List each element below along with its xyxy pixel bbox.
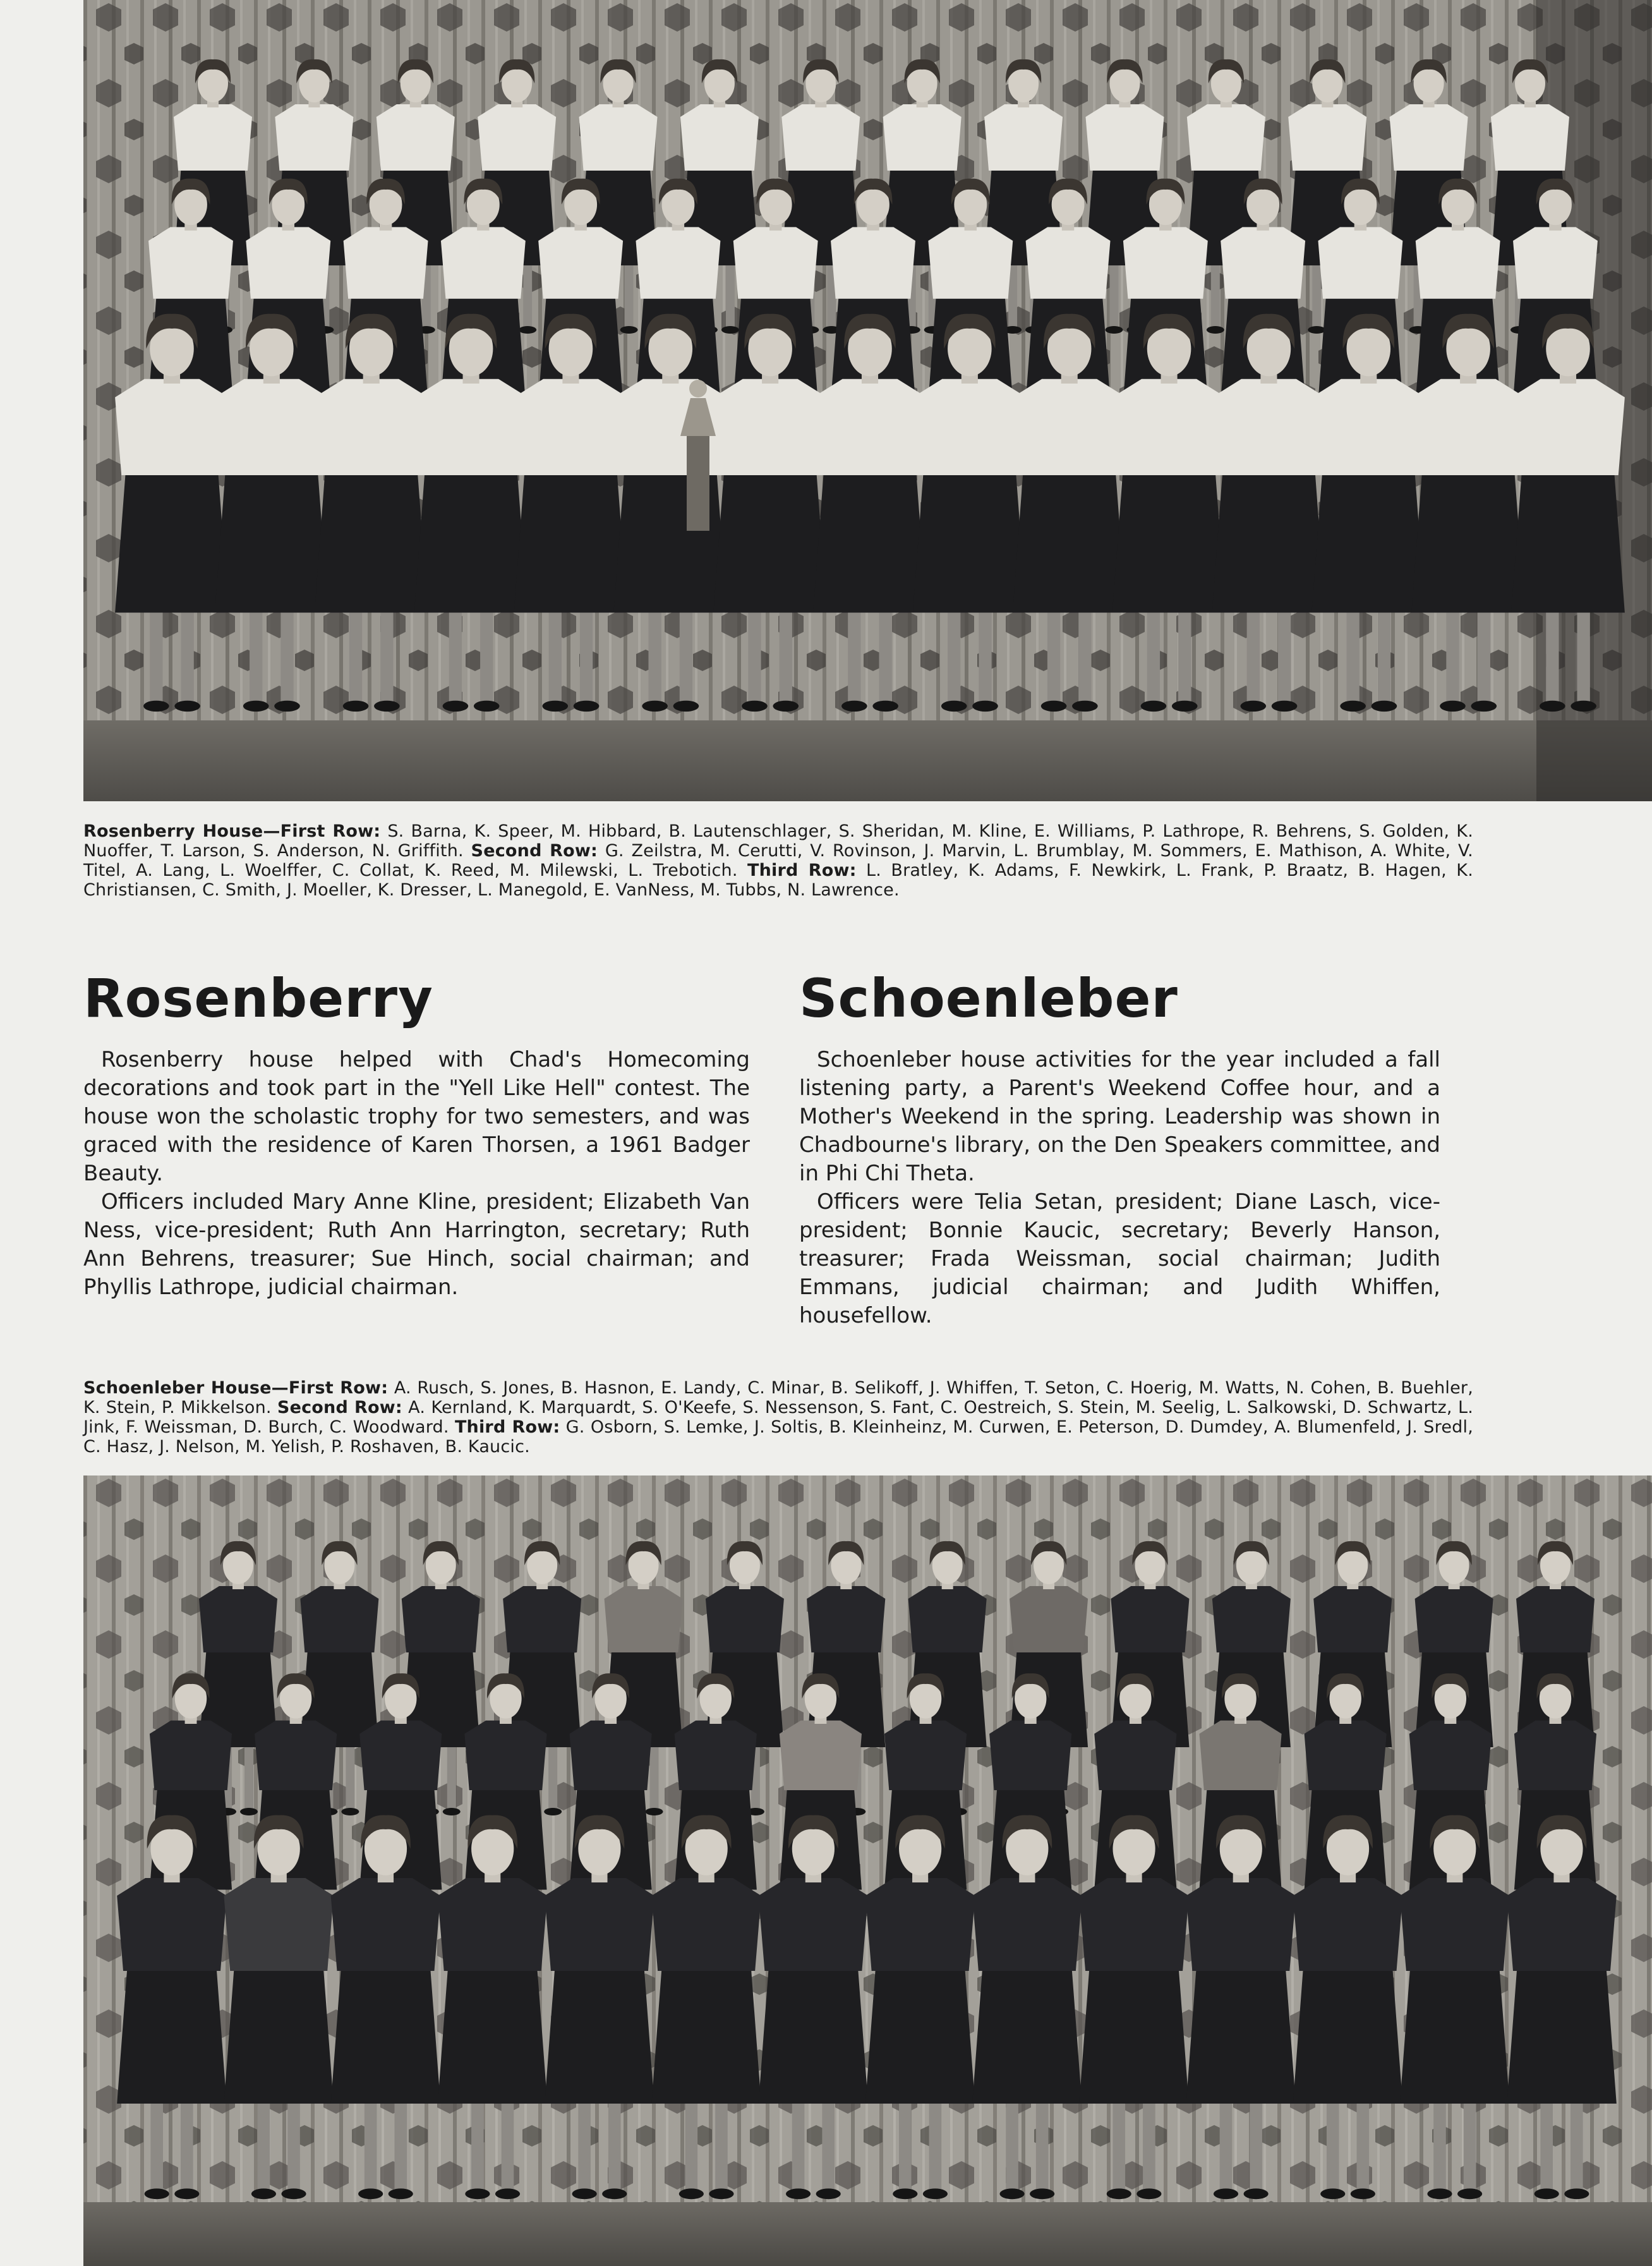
rosenberry-caption-second-row: G. Zeilstra, M. Cerutti, V. Rovinson, J. Marvin, L. Brumblay, M. Sommers, E. Mathison, A. White, V. Titel, A. Lang, L. Woelffer, C. Collat, K. Reed, M. Milewski, L. Trebotich. xyxy=(83,841,1473,880)
schoenleber-caption-third-label: Third Row: xyxy=(454,1417,560,1437)
schoenleber-caption-second-label: Second Row: xyxy=(277,1398,402,1417)
rosenberry-caption-first-label: First Row: xyxy=(280,821,381,841)
schoenleber-article xyxy=(799,1046,1440,1330)
rosenberry-photo-caption xyxy=(83,821,1473,900)
schoenleber-group-photo xyxy=(83,1475,1652,2266)
schoenleber-caption-second-row: A. Kernland, K. Marquardt, S. O'Keefe, S. Nessenson, S. Fant, C. Oestreich, S. Stein, M. Seelig, L. Salkowski, D. Schwartz, L. Jink, F. Weissman, D. Burch, C. Woodward. xyxy=(83,1398,1473,1437)
rosenberry-article xyxy=(83,1046,750,1302)
rosenberry-caption-third-row: L. Bratley, K. Adams, F. Newkirk, L. Frank, P. Braatz, B. Hagen, K. Christiansen, C. Smith, J. Moeller, K. Dresser, L. Manegold, E. VanNess, M. Tubbs, N. Lawrence. xyxy=(83,861,1473,900)
schoenleber-photo-caption xyxy=(83,1378,1473,1457)
schoenleber-caption-first-row: A. Rusch, S. Jones, B. Hasnon, E. Landy, C. Minar, B. Selikoff, J. Whiffen, T. Seton, C. Hoerig, M. Watts, N. Cohen, B. Buehler, K. Stein, P. Mikkelson. xyxy=(83,1378,1473,1417)
rosenberry-caption-first-row: S. Barna, K. Speer, M. Hibbard, B. Lautenschlager, S. Sheridan, M. Kline, E. Williams, P. Lathrope, R. Behrens, S. Golden, K. Nuoffer, T. Larson, S. Anderson, N. Griffith. xyxy=(83,821,1473,861)
rosenberry-paragraph-2: Officers included Mary Anne Kline, president; Elizabeth Van Ness, vice-president; Ruth Ann Harrington, secretary; Ruth Ann Behrens, treasurer; Sue Hinch, social chairman; and Phyllis Lathrope, judicial chairman. xyxy=(83,1189,750,1300)
schoenleber-paragraph-1: Schoenleber house activities for the year included a fall listening party, a Parent's Weekend Coffee hour, and a Mother's Weekend in the spring. Leadership was shown in Chadbourne's library, on the Den Speakers committee, and in Phi Chi Theta. xyxy=(799,1047,1440,1186)
schoenleber-caption-first-label: First Row: xyxy=(288,1378,389,1398)
schoenleber-caption-text: Schoenleber House—First Row: A. Rusch, S. Jones, B. Hasnon, E. Landy, C. Minar, B. Selikoff, J. Whiffen, T. Seton, C. Hoerig, M. Watts, N. Cohen, B. Buehler, K. Stein, P. Mikkelson. Second Row: A. Kernland, K. Marquardt, S. O'Keefe, S. Nessenson, S. Fant, C. Oestreich, S. Stein, M. Seelig, L. Salkowski, D. Schwartz, L. Jink, F. Weissman, D. Burch, C. Woodward. Third Row: G. Osborn, S. Lemke, J. Soltis, B. Kleinheinz, M. Curwen, E. Peterson, D. Dumdey, A. Blumenfeld, J. Sredl, C. Hasz, J. Nelson, M. Yelish, P. Roshaven, B. Kaucic. xyxy=(83,1378,1473,1457)
rosenberry-caption-third-label: Third Row: xyxy=(747,861,857,880)
rosenberry-caption-text: Rosenberry House—First Row: S. Barna, K. Speer, M. Hibbard, B. Lautenschlager, S. Sheridan, M. Kline, E. Williams, P. Lathrope, R. Behrens, S. Golden, K. Nuoffer, T. Larson, S. Anderson, N. Griffith. Second Row: G. Zeilstra, M. Cerutti, V. Rovinson, J. Marvin, L. Brumblay, M. Sommers, E. Mathison, A. White, V. Titel, A. Lang, L. Woelffer, C. Collat, K. Reed, M. Milewski, L. Trebotich. Third Row: L. Bratley, K. Adams, F. Newkirk, L. Frank, P. Braatz, B. Hagen, K. Christiansen, C. Smith, J. Moeller, K. Dresser, L. Manegold, E. VanNess, M. Tubbs, N. Lawrence. xyxy=(83,821,1473,900)
schoenleber-photo-drawing xyxy=(83,1475,1652,2266)
rosenberry-photo-drawing xyxy=(83,0,1652,801)
schoenleber-caption-house: Schoenleber House xyxy=(83,1378,272,1398)
rosenberry-group-photo xyxy=(83,0,1652,801)
schoenleber-paragraph-2: Officers were Telia Setan, president; Diane Lasch, vice-president; Bonnie Kaucic, secretary; Beverly Hanson, treasurer; Frada Weissman, social chairman; Judith Emmans, judicial chairman; and Judith Whiffen, housefellow. xyxy=(799,1189,1440,1328)
schoenleber-heading: Schoenleber xyxy=(799,967,1178,1029)
rosenberry-paragraph-1: Rosenberry house helped with Chad's Homecoming decorations and took part in the "Yell Like Hell" contest. The house won the scholastic trophy for two semesters, and was graced with the residence of Karen Thorsen, a 1961 Badger Beauty. xyxy=(83,1047,750,1186)
rosenberry-caption-second-label: Second Row: xyxy=(471,841,598,861)
schoenleber-caption-third-row: G. Osborn, S. Lemke, J. Soltis, B. Kleinheinz, M. Curwen, E. Peterson, D. Dumdey, A. Blumenfeld, J. Sredl, C. Hasz, J. Nelson, M. Yelish, P. Roshaven, B. Kaucic. xyxy=(83,1417,1473,1457)
rosenberry-caption-house: Rosenberry House xyxy=(83,821,263,841)
rosenberry-heading: Rosenberry xyxy=(83,967,433,1029)
